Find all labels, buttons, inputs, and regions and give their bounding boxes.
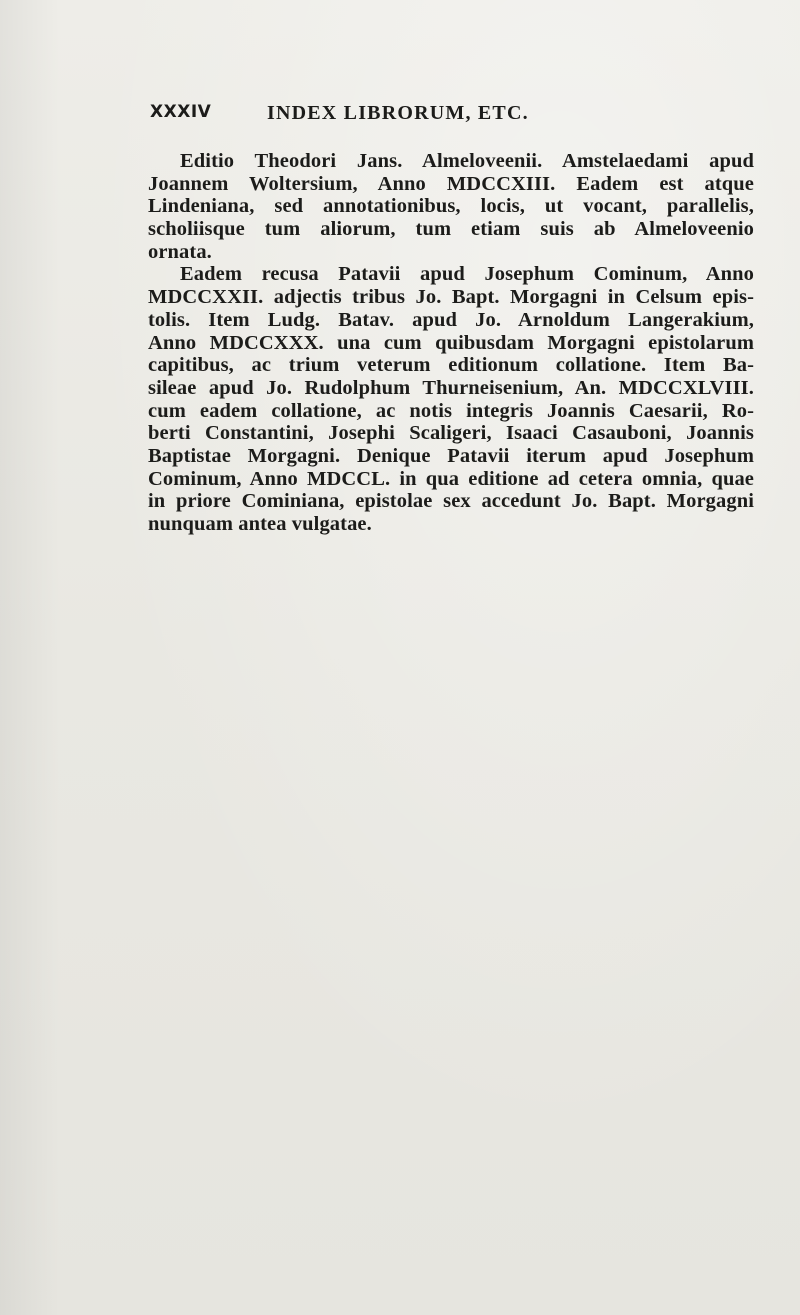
text-line: cum eadem collatione, ac notis integris Joannis Caesarii, Ro- xyxy=(148,399,754,422)
text-line: Eadem recusa Patavii apud Josephum Cominum, Anno xyxy=(180,263,754,286)
text-line: Anno MDCCXXX. una cum quibusdam Morgagni epistolarum xyxy=(148,331,754,354)
paragraph-1 xyxy=(148,150,754,263)
running-header xyxy=(150,102,710,132)
text-line: tolis. Item Ludg. Batav. apud Jo. Arnoldum Langerakium, xyxy=(148,308,754,331)
text-line: Joannem Woltersium, Anno MDCCXIII. Eadem est atque xyxy=(148,172,754,195)
body-text xyxy=(148,150,754,536)
text-line: scholiisque tum aliorum, tum etiam suis ab Almeloveenio xyxy=(148,218,754,241)
text-line: MDCCXXII. adjectis tribus Jo. Bapt. Morgagni in Celsum epis- xyxy=(148,286,754,309)
running-title: INDEX LIBRORUM, ETC. xyxy=(267,102,529,124)
text-line: Lindeniana, sed annotationibus, locis, ut vocant, parallelis, xyxy=(148,195,754,218)
gutter-shadow xyxy=(0,0,60,1315)
text-line: ornata. xyxy=(148,240,212,263)
text-line: Cominum, Anno MDCCL. in qua editione ad cetera omnia, quae xyxy=(148,467,754,490)
text-line: berti Constantini, Josephi Scaligeri, Isaaci Casauboni, Joannis xyxy=(148,422,754,445)
paragraph-2 xyxy=(148,263,754,535)
text-line: sileae apud Jo. Rudolphum Thurneisenium, An. MDCCXLVIII. xyxy=(148,376,754,399)
text-line: capitibus, ac trium veterum editionum collatione. Item Ba- xyxy=(148,354,754,377)
text-line: Editio Theodori Jans. Almeloveenii. Amstelaedami apud xyxy=(180,150,754,172)
text-line: nunquam antea vulgatae. xyxy=(148,513,372,535)
text-line: Baptistae Morgagni. Denique Patavii iterum apud Josephum xyxy=(148,444,754,467)
text-line: in priore Cominiana, epistolae sex accedunt Jo. Bapt. Morgagni xyxy=(148,490,754,513)
page-number: XXXIV xyxy=(150,102,212,122)
